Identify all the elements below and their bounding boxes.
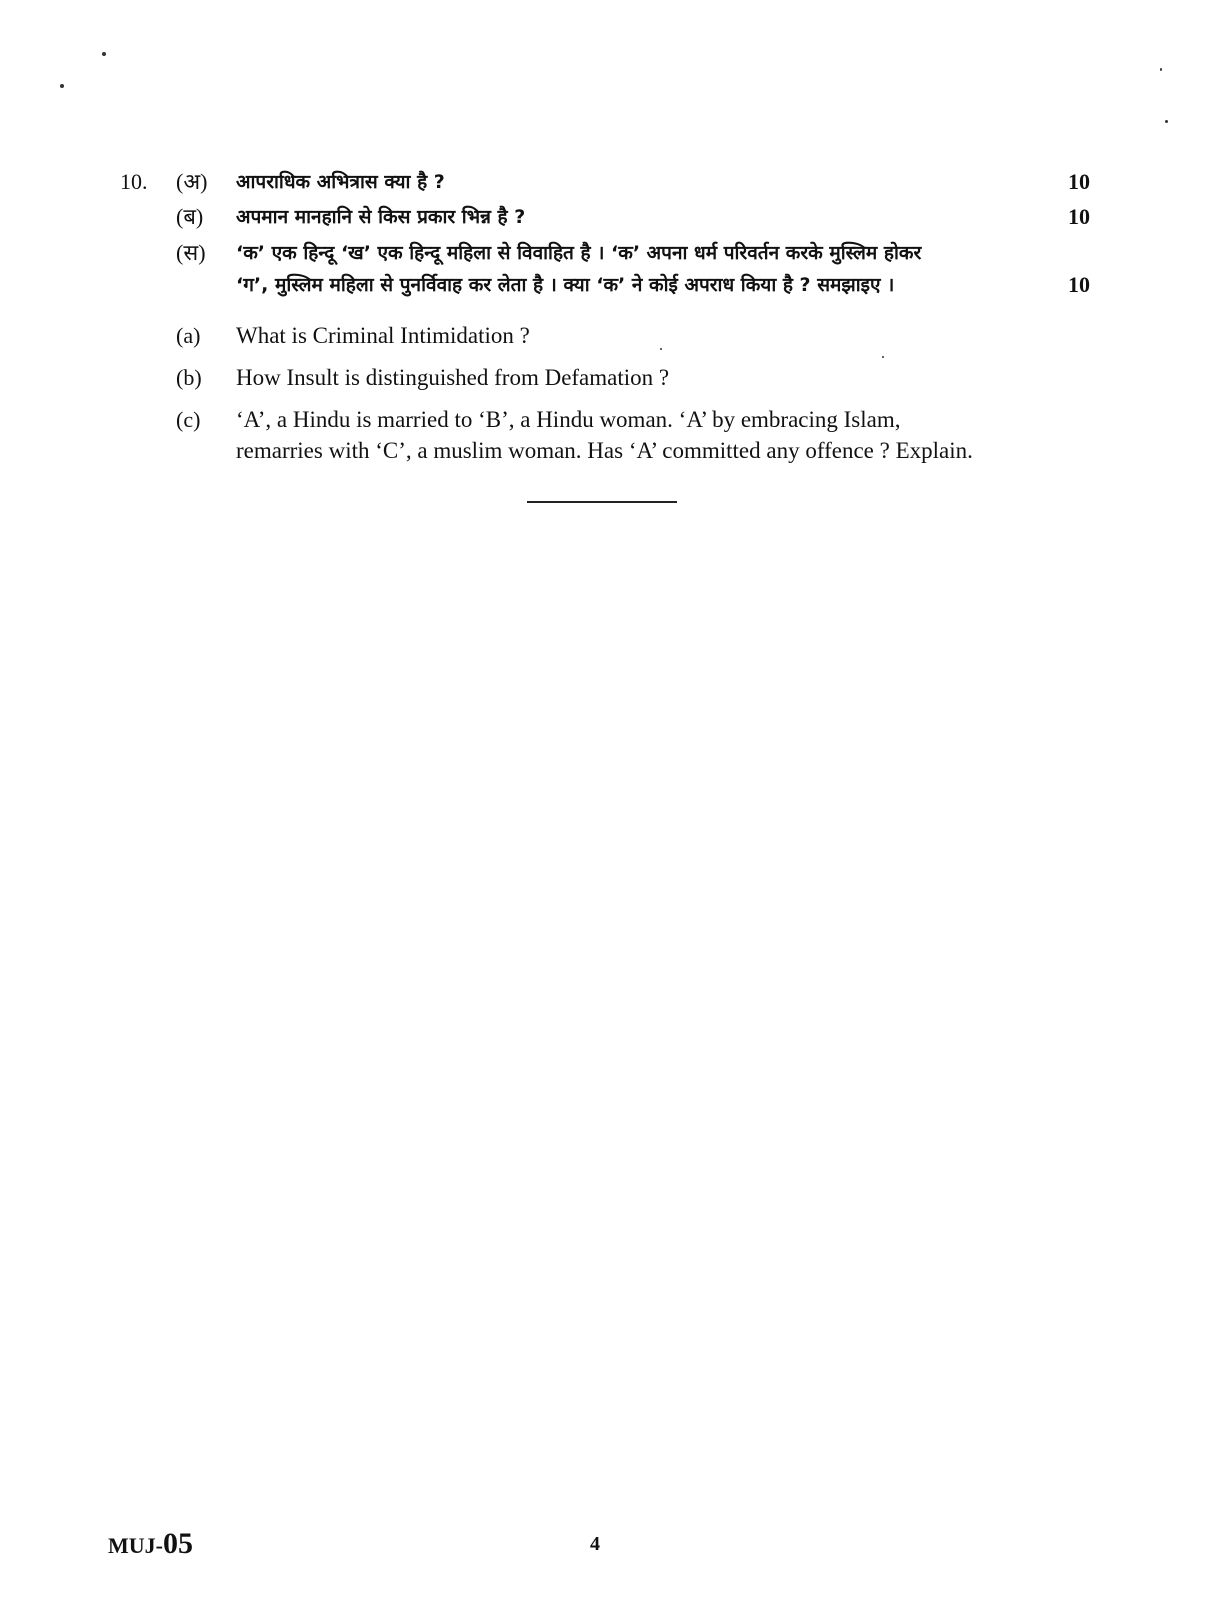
part-label: (ब)	[176, 204, 204, 229]
question-number: 10.	[120, 169, 148, 194]
scan-speck	[1160, 68, 1162, 71]
part-text: How Insult is distinguished from Defamation ?	[236, 365, 670, 390]
part-marks: 10	[1068, 272, 1090, 297]
scan-speck	[102, 52, 106, 56]
part-text: What is Criminal Intimidation ?	[236, 323, 530, 348]
part-text-line1: ‘A’, a Hindu is married to ‘B’, a Hindu woman. ‘A’ by embracing Islam,	[236, 407, 901, 432]
scan-speck	[882, 356, 884, 358]
part-text-line1: ‘क’ एक हिन्दू ‘ख’ एक हिन्दू महिला से विवाहित है । ‘क’ अपना धर्म परिवर्तन करके मुस्लिम होकर	[236, 242, 922, 264]
paper-code-number: 05	[162, 1527, 193, 1560]
part-label: (b)	[176, 365, 202, 390]
part-text: आपराधिक अभित्रास क्या है ?	[236, 171, 445, 193]
scan-speck	[660, 348, 662, 350]
scan-speck	[60, 84, 64, 88]
paper-code-prefix: MUJ-	[108, 1533, 163, 1558]
part-text: अपमान मानहानि से किस प्रकार भिन्न है ?	[236, 206, 526, 228]
part-text-line2: ‘ग’, मुस्लिम महिला से पुनर्विवाह कर लेता है । क्या ‘क’ ने कोई अपराध किया है ? समझाइए ।	[236, 274, 895, 296]
part-label: (c)	[176, 407, 201, 432]
end-divider	[527, 501, 677, 503]
page-number: 4	[590, 1533, 600, 1555]
part-marks: 10	[1068, 169, 1090, 194]
part-label: (अ)	[176, 169, 208, 194]
part-marks: 10	[1068, 204, 1090, 229]
paper-code	[108, 1527, 193, 1563]
scan-speck	[1165, 120, 1168, 123]
part-label: (स)	[176, 240, 206, 265]
part-label: (a)	[176, 323, 201, 348]
part-text-line2: remarries with ‘C’, a muslim woman. Has ‘A’ committed any offence ? Explain.	[236, 438, 973, 463]
